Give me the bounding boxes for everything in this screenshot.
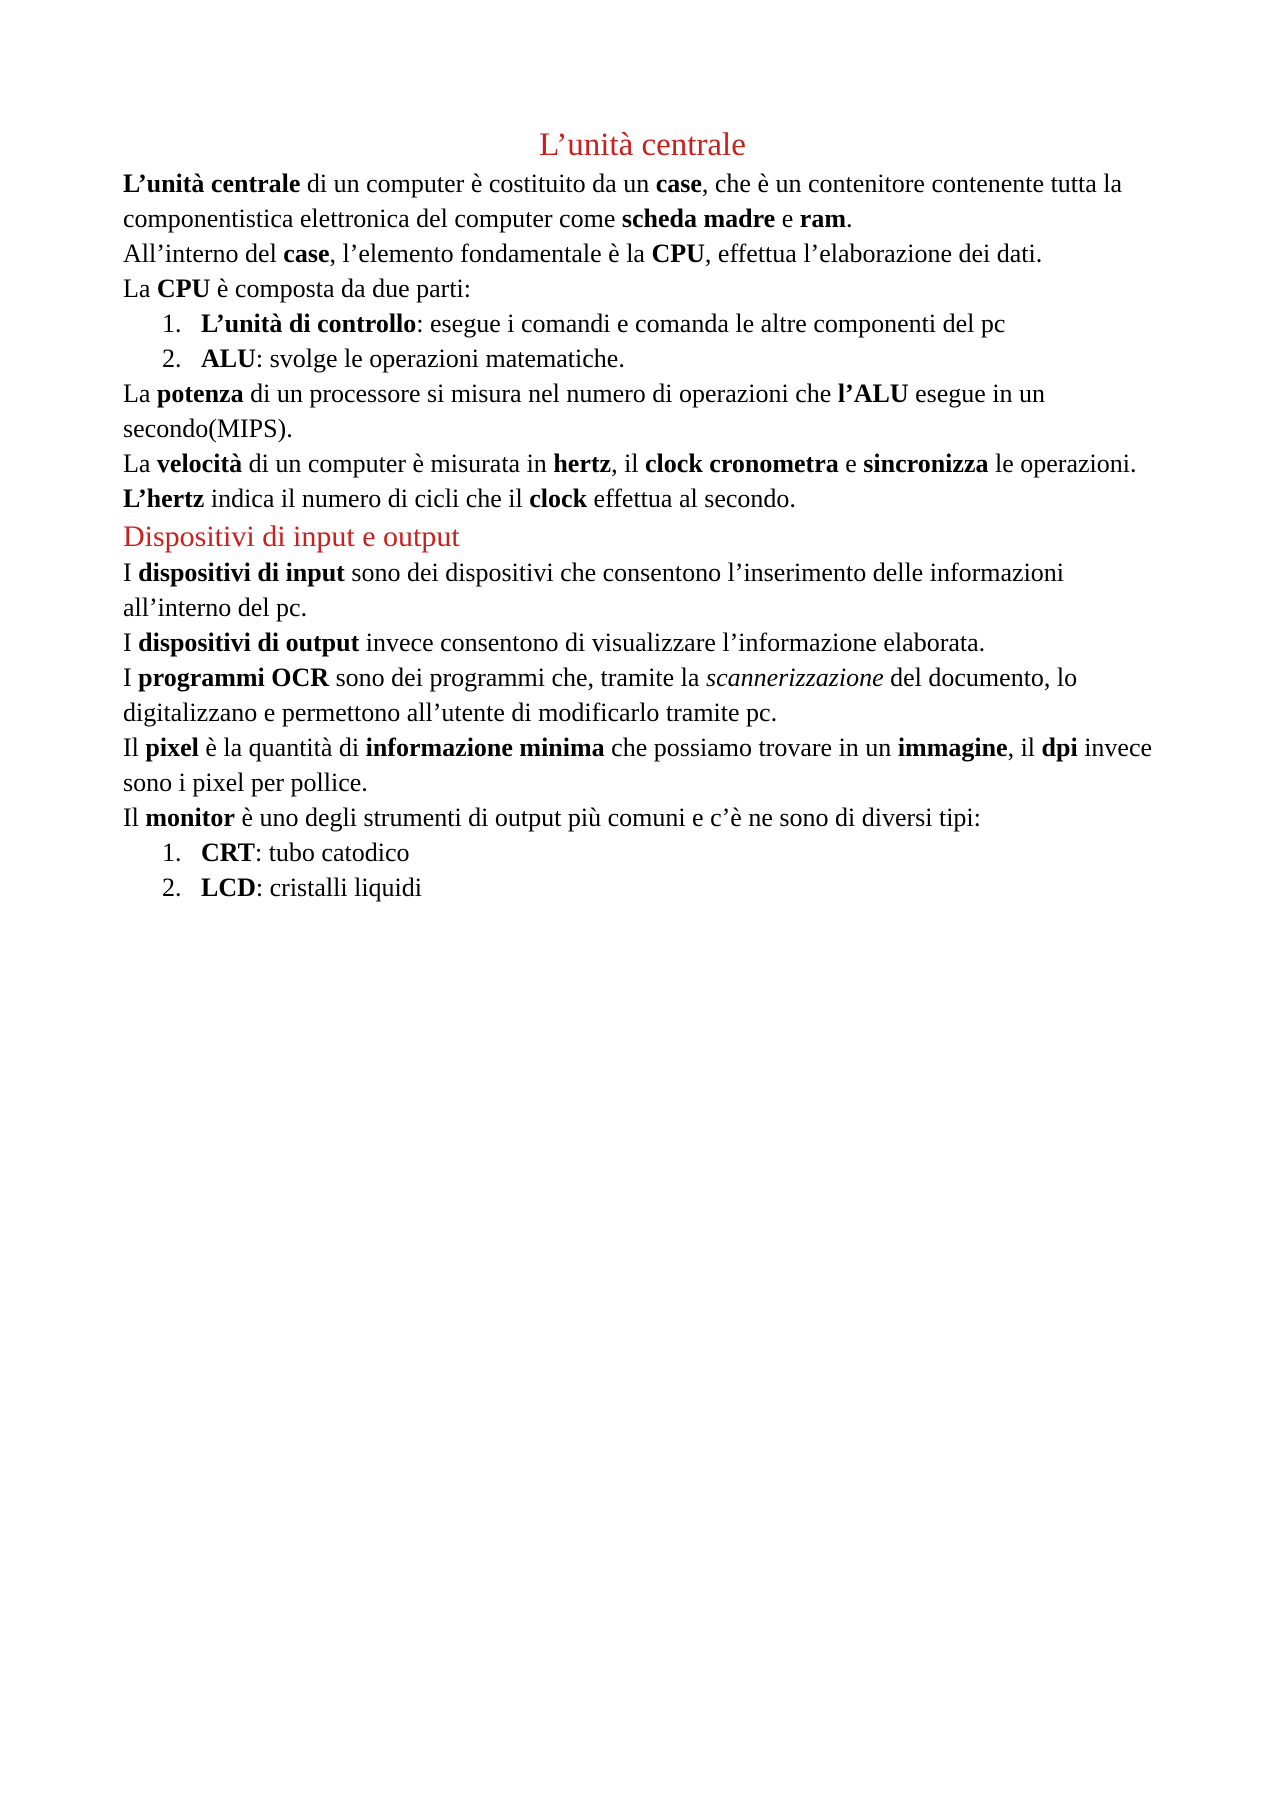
bold-term: velocità: [156, 449, 243, 478]
text-run: : tubo catodico: [254, 838, 410, 867]
paragraph-io-2: [123, 625, 1162, 660]
text-run: , che è un contenitore contenente tutta la componentistica elettronica del computer come: [123, 169, 1123, 233]
text-run: I: [123, 663, 139, 692]
bold-term: potenza: [156, 379, 244, 408]
list-item-number: 1.: [162, 309, 182, 338]
list-item-number: 2.: [162, 873, 182, 902]
bold-term: informazione minima: [365, 733, 605, 762]
text-run: di un computer è misurata in: [242, 449, 554, 478]
bold-term: clock: [529, 484, 588, 513]
bold-term: pixel: [145, 733, 199, 762]
bold-term: l’ALU: [837, 379, 909, 408]
bold-term: scheda madre: [621, 204, 776, 233]
text-run: , effettua l’elaborazione dei dati.: [704, 239, 1043, 268]
text-run: del documento, lo digitalizzano e permettono all’utente di modificarlo tramite pc.: [123, 663, 1078, 727]
page-title: L’unità centrale: [539, 127, 746, 163]
text-run: è composta da due parti:: [210, 274, 471, 303]
paragraph-central-2: [123, 236, 1162, 271]
bold-term: case: [283, 239, 330, 268]
text-run: La: [123, 449, 157, 478]
text-run: indica il numero di cicli che il: [204, 484, 530, 513]
bold-term: CRT: [201, 838, 255, 867]
text-run: Il: [123, 803, 146, 832]
list-item: [123, 870, 1162, 905]
text-run: La: [123, 274, 157, 303]
text-run: All’interno del: [123, 239, 284, 268]
text-run: che possiamo trovare in un: [604, 733, 898, 762]
list-item-number: 1.: [162, 838, 182, 867]
cpu-parts-list: [123, 306, 1162, 376]
bold-term: hertz: [553, 449, 612, 478]
bold-term: L’unità di controllo: [201, 309, 417, 338]
paragraph-io-4: [123, 730, 1162, 800]
text-run: sono dei dispositivi che consentono l’inserimento delle informazioni all’interno del pc.: [123, 558, 1065, 622]
bold-term: dpi: [1041, 733, 1078, 762]
bold-term: clock cronometra: [645, 449, 839, 478]
text-run: sono dei programmi che, tramite la: [329, 663, 706, 692]
paragraph-central-3: [123, 271, 1162, 306]
paragraph-central-1: [123, 166, 1162, 236]
bold-term: ALU: [201, 344, 256, 373]
italic-term: scannerizzazione: [705, 663, 884, 692]
bold-term: sincronizza: [863, 449, 989, 478]
text-run: e: [838, 449, 864, 478]
text-run: Il: [123, 733, 146, 762]
section-heading-io: Dispositivi di input e output: [123, 520, 460, 553]
text-run: , l’elemento fondamentale è la: [329, 239, 652, 268]
text-run: e: [775, 204, 800, 233]
paragraph-central-6: [123, 481, 1162, 516]
text-run: La: [123, 379, 157, 408]
bold-term: CPU: [156, 274, 211, 303]
text-run: : svolge le operazioni matematiche.: [255, 344, 625, 373]
bold-term: immagine: [897, 733, 1008, 762]
bold-term: CPU: [651, 239, 705, 268]
text-run: : esegue i comandi e comanda le altre componenti del pc: [416, 309, 1006, 338]
text-run: effettua al secondo.: [587, 484, 796, 513]
list-item: [123, 341, 1162, 376]
bold-term: monitor: [145, 803, 235, 832]
paragraph-central-4: [123, 376, 1162, 446]
text-run: di un computer è costituito da un: [300, 169, 656, 198]
paragraph-io-3: [123, 660, 1162, 730]
text-run: , il: [1007, 733, 1042, 762]
text-run: I: [123, 558, 139, 587]
bold-term: programmi OCR: [138, 663, 330, 692]
text-run: esegue in un secondo(MIPS).: [123, 379, 1046, 443]
paragraph-central-5: [123, 446, 1162, 481]
bold-term: ram: [799, 204, 846, 233]
bold-term: dispositivi di input: [138, 558, 345, 587]
list-item: [123, 306, 1162, 341]
list-item-number: 2.: [162, 344, 182, 373]
bold-term: L’unità centrale: [123, 169, 301, 198]
text-run: I: [123, 628, 139, 657]
text-run: le operazioni.: [988, 449, 1137, 478]
bold-term: L’hertz: [123, 484, 205, 513]
bold-term: LCD: [201, 873, 256, 902]
bold-term: dispositivi di output: [138, 628, 360, 657]
text-run: di un processore si misura nel numero di operazioni che: [243, 379, 838, 408]
paragraph-io-1: [123, 555, 1162, 625]
monitor-types-list: [123, 835, 1162, 905]
paragraph-io-5: [123, 800, 1162, 835]
text-run: .: [845, 204, 853, 233]
text-run: : cristalli liquidi: [255, 873, 422, 902]
text-run: invece consentono di visualizzare l’informazione elaborata.: [359, 628, 986, 657]
list-item: [123, 835, 1162, 870]
text-run: invece sono i pixel per pollice.: [123, 733, 1153, 797]
bold-term: case: [655, 169, 702, 198]
text-run: è la quantità di: [198, 733, 366, 762]
text-run: è uno degli strumenti di output più comuni e c’è ne sono di diversi tipi:: [234, 803, 981, 832]
text-run: , il: [611, 449, 646, 478]
